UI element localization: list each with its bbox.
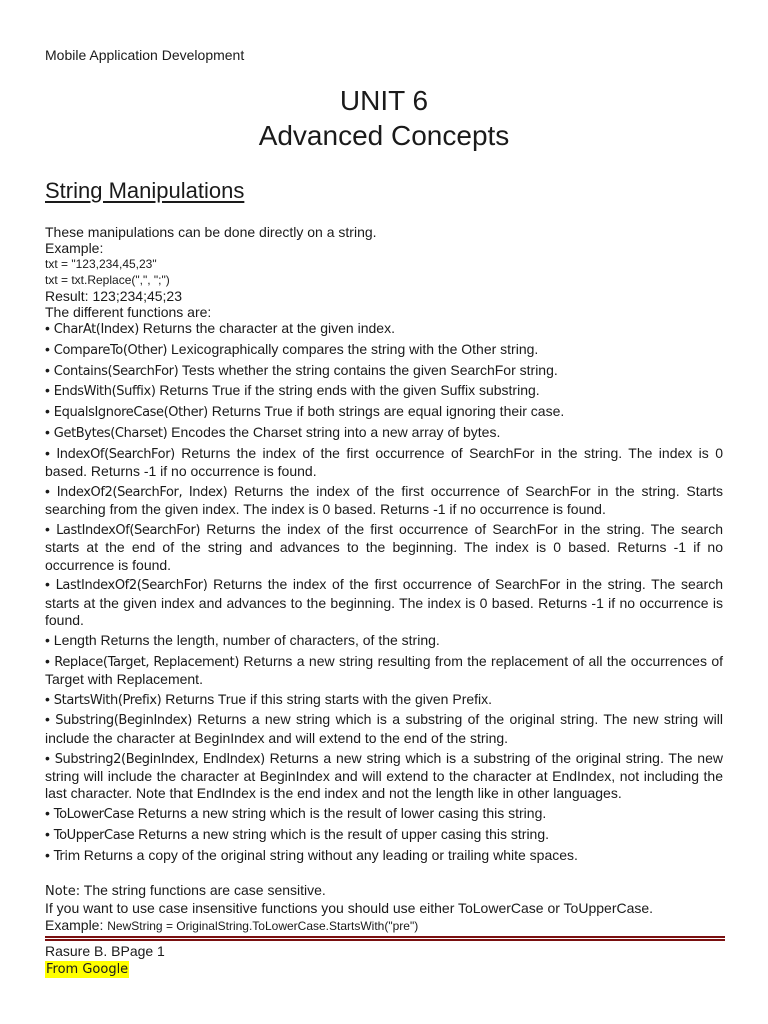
result-text: Result: 123;234;45;23 [45, 288, 182, 304]
function-description: Length Returns the length, number of characters, of the string. [53, 631, 440, 648]
function-item: • CompareTo(Other) Lexicographically compares the string with the Other string. [45, 340, 539, 358]
function-item: • Contains(SearchFor) Tests whether the string contains the given SearchFor string. [45, 361, 558, 379]
note-line [45, 882, 723, 900]
function-name: IndexOf2(SearchFor, Index) [56, 484, 228, 500]
function-item: • StartsWith(Prefix) Returns True if this string starts with the given Prefix. [45, 690, 493, 708]
document-page [45, 0, 723, 1024]
function-name: CompareTo(Other) [53, 342, 168, 358]
note-example-code: NewString = OriginalString.ToLowerCase.StartsWith("pre") [107, 918, 419, 933]
function-description: Returns True if the string ends with the given Suffix substring. [155, 382, 540, 399]
function-description: Returns a new string which is a substring of the original string. The new string will include the character at BeginIndex and will extend to the end of the string. [45, 711, 723, 746]
function-name: EndsWith(Suffix) [53, 384, 156, 400]
function-name: Substring2(BeginIndex, EndIndex) [54, 751, 265, 767]
footer-source-highlight: From Google [46, 962, 129, 977]
function-item: • LastIndexOf(SearchFor) Returns the index of the first occurrence of SearchFor in the string. The search starts at the end of the string and advances to the beginning. The index is 0 based. Returns -1 if no occurrence is found. [45, 520, 723, 573]
function-item: • EndsWith(Suffix) Returns True if the string ends with the given Suffix substring. [45, 382, 540, 400]
function-name: LastIndexOf2(SearchFor) [55, 578, 208, 594]
function-name: GetBytes(Charset) [53, 425, 168, 441]
function-description: Returns the index of the first occurrence of SearchFor in the string. The index is 0 based. Returns -1 if no occurrence is found. [45, 444, 723, 480]
note-line-2: If you want to use case insensitive functions you should use either ToLowerCase or ToUpperCase. [45, 899, 654, 916]
function-description: Returns True if both strings are equal ignoring their case. [207, 403, 565, 420]
function-description: Returns True if this string starts with the given Prefix. [161, 690, 493, 707]
function-item: • Substring(BeginIndex) Returns a new string which is a substring of the original string. The new string will include the character at BeginIndex and will extend to the end of the string. [45, 711, 723, 746]
function-description: Returns a copy of the original string without any leading or trailing white spaces. [79, 846, 578, 863]
function-name: IndexOf(SearchFor) [56, 446, 175, 462]
note-example-label: Example: [45, 916, 108, 933]
function-description: Returns a new string which is a substring of the original string. The new string will include the character at BeginIndex and will extend to the character at EndIndex, not including the last character. Note that EndIndex is the end index and not the length like in other languages. [45, 749, 723, 802]
function-name: Replace(Target, Replacement) [54, 654, 240, 670]
functions-intro: The different functions are: [45, 304, 212, 320]
function-item: • LastIndexOf2(SearchFor) Returns the index of the first occurrence of SearchFor in the string. The search starts at the given index and advances to the beginning. The index is 0 based. Returns -1 if no occurrence is found. [45, 576, 723, 628]
footer-divider [45, 936, 725, 941]
function-description: Returns the index of the first occurrence of SearchFor in the string. Starts searching from the given index. The index is 0 based. Returns -1 if no occurrence is found. [45, 482, 724, 518]
function-item: • EqualsIgnoreCase(Other) Returns True if both strings are equal ignoring their case. [45, 403, 565, 421]
intro-text: These manipulations can be done directly on a string. [45, 224, 377, 240]
function-name: LastIndexOf(SearchFor) [56, 522, 201, 538]
function-item: • GetBytes(Charset) Encodes the Charset string into a new array of bytes. [45, 423, 501, 441]
unit-number: UNIT 6 [339, 85, 429, 116]
function-list [45, 320, 723, 865]
function-name: StartsWith(Prefix) [53, 692, 162, 708]
function-item: • IndexOf(SearchFor) Returns the index of the first occurrence of SearchFor in the string. The index is 0 based. Returns -1 if no occurrence is found. [45, 444, 723, 480]
function-description: Encodes the Charset string into a new array of bytes. [167, 423, 501, 440]
function-name: Contains(SearchFor) [53, 363, 179, 379]
unit-title [45, 83, 723, 153]
function-item: • Substring2(BeginIndex, EndIndex) Returns a new string which is a substring of the original string. The new string will include the character at BeginIndex and will extend to the character at EndIndex, not including the last character. Note that EndIndex is the end index and not the length like in other languages. [45, 749, 723, 802]
function-item: • Replace(Target, Replacement) Returns a new string resulting from the replacement of all the occurrences of Target with Replacement. [45, 652, 723, 687]
function-description: Returns a new string which is the result of upper casing this string. [134, 825, 550, 842]
code-line: txt = txt.Replace(",", ";") [45, 273, 170, 287]
page-header: Mobile Application Development [45, 47, 245, 63]
function-name: ToLowerCase [53, 806, 134, 822]
function-description: Returns a new string which is the result of lower casing this string. [133, 804, 547, 821]
function-item: • ToLowerCase Returns a new string which is the result of lower casing this string. [45, 804, 547, 822]
document-body [45, 224, 723, 935]
function-name: Trim [53, 848, 80, 864]
note-text: The string functions are case sensitive. [80, 881, 326, 898]
note-example [45, 917, 723, 935]
example-label: Example: [45, 240, 104, 256]
function-description: Returns the index of the first occurrence of SearchFor in the string. The search starts at the given index and advances to the beginning. The index is 0 based. Returns -1 if no occurrence is found. [45, 576, 723, 628]
note-block [45, 882, 723, 935]
unit-subtitle: Advanced Concepts [258, 120, 510, 151]
function-name: Substring(BeginIndex) [55, 713, 192, 729]
function-description: Returns the character at the given index. [138, 320, 395, 336]
function-item: • CharAt(Index) Returns the character at the given index. [45, 320, 395, 337]
function-name: CharAt(Index) [53, 322, 139, 337]
section-heading: String Manipulations [45, 178, 245, 203]
function-name: EqualsIgnoreCase(Other) [53, 405, 208, 421]
function-item: • IndexOf2(SearchFor, Index) Returns the index of the first occurrence of SearchFor in the string. Starts searching from the given index. The index is 0 based. Returns -1 if no occurrence is found. [45, 482, 724, 518]
function-item: • ToUpperCase Returns a new string which is the result of upper casing this string. [45, 825, 550, 843]
function-description: Returns a new string resulting from the replacement of all the occurrences of Target with Replacement. [45, 652, 723, 687]
footer-author-page: Rasure B. BPage 1 [45, 943, 165, 959]
function-description: Tests whether the string contains the given SearchFor string. [178, 361, 558, 378]
footer-rule [45, 939, 725, 941]
function-description: Returns the index of the first occurrence of SearchFor in the string. The search starts at the end of the string and advances to the beginning. The index is 0 based. Returns -1 if no occurrence is found. [45, 520, 723, 573]
code-line: txt = "123,234,45,23" [45, 257, 157, 271]
function-item: • Length Returns the length, number of characters, of the string. [45, 631, 440, 648]
page-footer [45, 943, 165, 978]
function-item: • Trim Returns a copy of the original string without any leading or trailing white spaces. [45, 846, 578, 864]
note-label: Note: [45, 883, 81, 899]
function-description: Lexicographically compares the string with the Other string. [167, 340, 539, 357]
function-name: ToUpperCase [53, 827, 135, 843]
